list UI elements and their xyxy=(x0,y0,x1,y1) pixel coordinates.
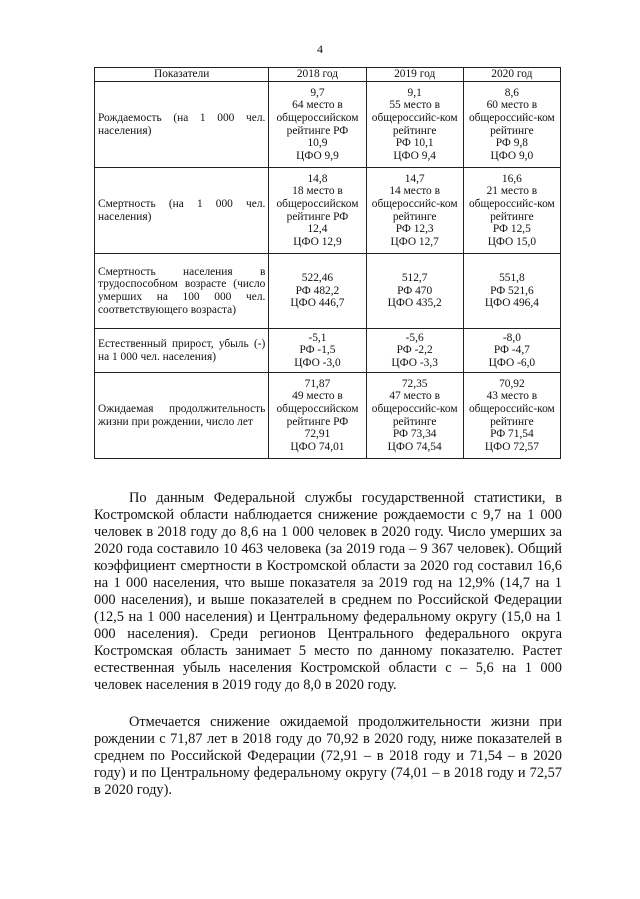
cell-rank: 43 место в общероссийс-ком рейтинге xyxy=(468,390,555,428)
demographic-indicators-table xyxy=(94,67,561,459)
cell-2019 xyxy=(366,373,463,459)
cell-rf: РФ -2,2 xyxy=(396,344,433,357)
indicator-label: Смертность населения в трудоспособном возрасте (число умерших на 100 000 чел. соответствующего возраста) xyxy=(95,254,269,329)
body-paragraph: По данным Федеральной службы государственной статистики, в Костромской области наблюдается снижение рождаемости с 9,7 на 1 000 человек в 2018 году до 8,6 на 1 000 человек в 2020 году. Число умерших за 2020 года составило 10 463 человека (за 2019 года – 9 367 человек). Общий коэффициент смертности в Костромской области за 2020 год составил 16,6 на 1 000 населения, что выше показателя за 2019 год на 12,9% (14,7 на 1 000 населения), и выше показателей в среднем по Российской Федерации (12,5 на 1 000 населения) и Центральному федеральному округу (15,0 на 1 000 населения). Среди регионов Центрального федерального округа Костромская область занимает 5 место по данному показателю. Растет естественная убыль населения Костромской области с – 5,6 на 1 000 человек населения в 2019 году до 8,0 в 2020 году. xyxy=(94,490,562,693)
table-row xyxy=(95,329,561,373)
cell-rf: 12,4 xyxy=(307,223,328,236)
cell-cfo: ЦФО 15,0 xyxy=(487,235,537,248)
header-2019: 2019 год xyxy=(366,68,463,82)
cell-cfo: ЦФО 496,4 xyxy=(484,297,539,310)
cell-cfo: ЦФО -3,3 xyxy=(391,356,438,369)
cell-value: 70,92 xyxy=(499,377,525,390)
cell-2019 xyxy=(366,168,463,254)
cell-value: 14,8 xyxy=(307,172,328,185)
cell-value: 16,6 xyxy=(501,172,522,185)
cell-2019 xyxy=(366,82,463,168)
cell-rank: 49 место в общероссийском рейтинге РФ xyxy=(276,390,359,428)
cell-value: 522,46 xyxy=(301,272,334,285)
cell-value: -8,0 xyxy=(502,331,521,344)
cell-2020 xyxy=(463,329,560,373)
cell-value: 551,8 xyxy=(499,272,525,285)
cell-rf: РФ 521,6 xyxy=(490,284,534,297)
cell-value: 9,7 xyxy=(310,86,325,99)
table-header-row xyxy=(95,68,561,82)
cell-cfo: ЦФО 12,9 xyxy=(293,235,342,248)
cell-rf: РФ -1,5 xyxy=(299,344,336,357)
cell-cfo: ЦФО 72,57 xyxy=(484,440,539,453)
cell-rf: РФ -4,7 xyxy=(493,344,530,357)
table-row xyxy=(95,373,561,459)
cell-rf: РФ 482,2 xyxy=(295,284,340,297)
cell-2019 xyxy=(366,329,463,373)
body-paragraph: Отмечается снижение ожидаемой продолжительности жизни при рождении с 71,87 лет в 2018 году до 70,92 в 2020 году, ниже показателей в среднем по Российской Федерации (72,91 – в 2018 году и 71,54 – в 2020 году) и по Центральному федеральному округу (74,01 – в 2018 году и 72,57 в 2020 году). xyxy=(94,714,562,798)
header-2020: 2020 год xyxy=(463,68,560,82)
cell-cfo: ЦФО 9,9 xyxy=(296,149,339,162)
cell-rf: РФ 10,1 xyxy=(395,137,434,150)
cell-rank: 18 место в общероссийском рейтинге РФ xyxy=(276,185,359,223)
cell-cfo: ЦФО 9,0 xyxy=(490,149,534,162)
cell-cfo: ЦФО 12,7 xyxy=(390,235,439,248)
cell-rf: 10,9 xyxy=(307,137,328,150)
header-indicators: Показатели xyxy=(95,68,269,82)
cell-cfo: ЦФО -6,0 xyxy=(488,356,536,369)
cell-2020 xyxy=(463,254,560,329)
cell-value: 72,35 xyxy=(401,377,428,390)
cell-rank: 14 место в общероссийс-ком рейтинге xyxy=(371,185,458,223)
cell-2020 xyxy=(463,373,560,459)
cell-2019 xyxy=(366,254,463,329)
cell-value: 9,1 xyxy=(407,86,422,99)
cell-value: -5,1 xyxy=(308,331,327,344)
indicator-label: Рождаемость (на 1 000 чел. населения) xyxy=(95,82,269,168)
cell-2020 xyxy=(463,82,560,168)
cell-cfo: ЦФО -3,0 xyxy=(294,356,341,369)
indicator-label: Ожидаемая продолжительность жизни при рождении, число лет xyxy=(95,373,269,459)
cell-value: 71,87 xyxy=(304,377,331,390)
cell-2018 xyxy=(269,373,366,459)
cell-rf: РФ 71,54 xyxy=(490,428,534,441)
cell-rf: РФ 12,3 xyxy=(395,223,434,236)
body-text-block-2 xyxy=(94,714,562,799)
cell-value: 512,7 xyxy=(401,272,428,285)
cell-2018 xyxy=(269,254,366,329)
cell-cfo: ЦФО 435,2 xyxy=(387,297,442,310)
header-2018: 2018 год xyxy=(269,68,366,82)
cell-cfo: ЦФО 74,01 xyxy=(290,440,345,453)
page-number: 4 xyxy=(317,42,323,56)
cell-value: -5,6 xyxy=(405,331,424,344)
cell-rank: 60 место в общероссийс-ком рейтинге xyxy=(468,99,555,137)
cell-cfo: ЦФО 74,54 xyxy=(387,440,442,453)
cell-rf: РФ 470 xyxy=(397,284,433,297)
cell-2018 xyxy=(269,82,366,168)
indicator-label: Естественный прирост, убыль (-) на 1 000 чел. населения) xyxy=(95,329,269,373)
cell-2020 xyxy=(463,168,560,254)
cell-rank: 47 место в общероссийс-ком рейтинге xyxy=(371,390,458,428)
table-row xyxy=(95,82,561,168)
cell-rf: 72,91 xyxy=(304,428,331,441)
cell-rank: 64 место в общероссийском рейтинге РФ xyxy=(276,99,359,137)
cell-2018 xyxy=(269,168,366,254)
cell-rf: РФ 9,8 xyxy=(495,137,528,150)
cell-cfo: ЦФО 446,7 xyxy=(290,297,345,310)
cell-value: 8,6 xyxy=(504,86,519,99)
table-row xyxy=(95,254,561,329)
cell-rf: РФ 12,5 xyxy=(492,223,531,236)
cell-rank: 55 место в общероссийс-ком рейтинге xyxy=(371,99,458,137)
cell-cfo: ЦФО 9,4 xyxy=(393,149,436,162)
indicator-label: Смертность (на 1 000 чел. населения) xyxy=(95,168,269,254)
body-text-block-1 xyxy=(94,490,562,694)
cell-value: 14,7 xyxy=(404,172,425,185)
cell-rf: РФ 73,34 xyxy=(392,428,437,441)
cell-rank: 21 место в общероссийс-ком рейтинге xyxy=(468,185,555,223)
table-row xyxy=(95,168,561,254)
cell-2018 xyxy=(269,329,366,373)
